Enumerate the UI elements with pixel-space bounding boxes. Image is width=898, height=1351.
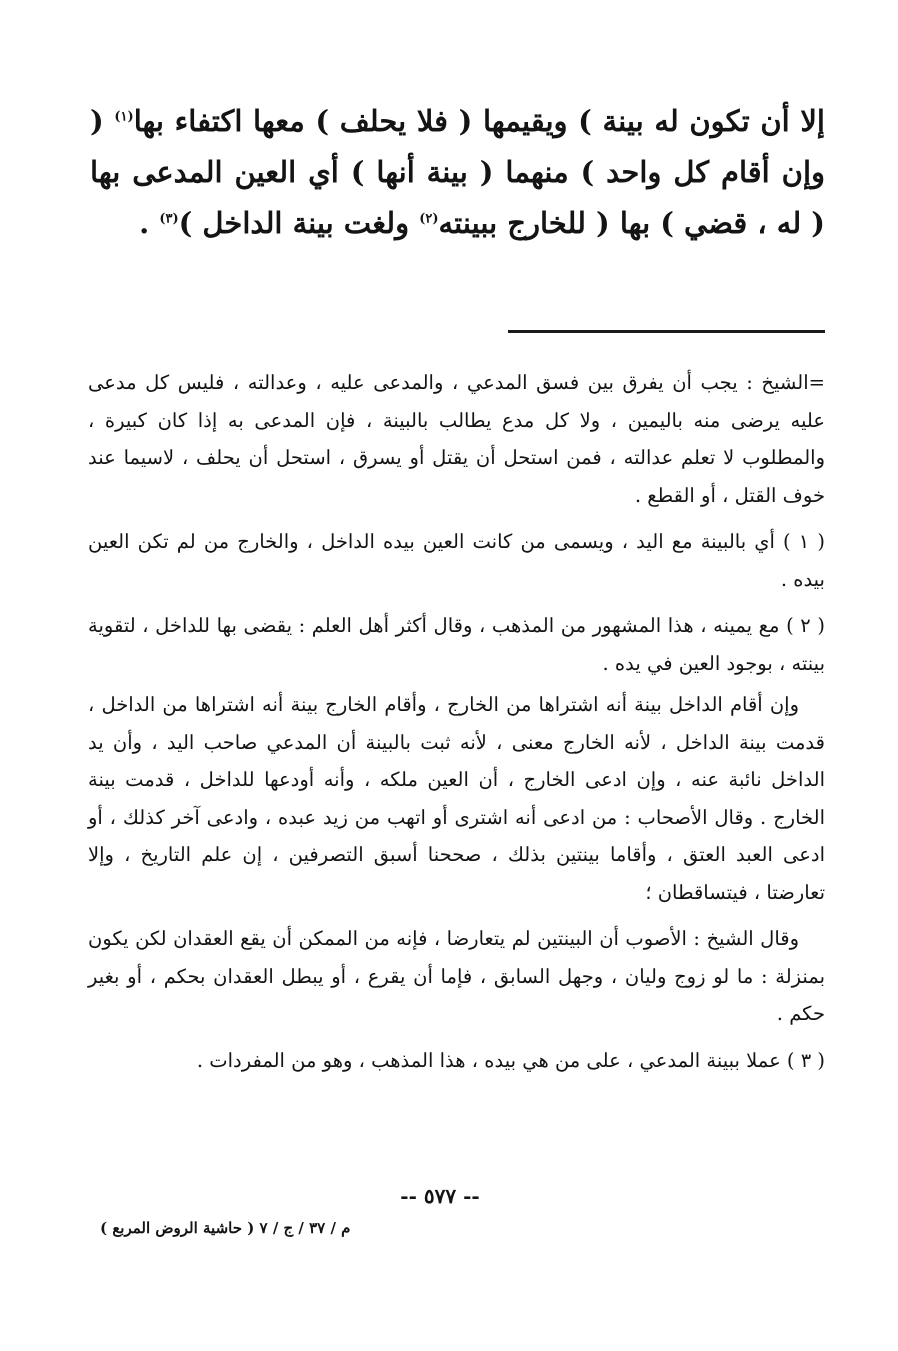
footnote-1: ( ١ ) أي بالبينة مع اليد ، ويسمى من كانت العين بيده الداخل ، والخارج من لم تكن العين بيده . <box>88 530 825 591</box>
footnote-2-paragraph-2: وإن أقام الداخل بينة أنه اشتراها من الخارج ، وأقام الخارج بينة أنه اشتراها من الداخل ، قدمت بينة الداخل ، لأنه الخارج معنى ، لأنه ثبت بالبينة أن المدعي صاحب اليد ، وأن يد الداخل نائبة عنه ، وإن ادعى الخارج ، أن العين ملكه ، وأنه أودعها للداخل ، قدمت بينة الخارج . وقال الأصحاب : من ادعى أنه اشترى أو اتهب من زيد عبده ، وادعى آخر كذلك ، أو ادعى العبد العتق ، وأقاما بينتين بذلك ، صححنا أسبق التصرفين ، إن علم التاريخ ، وإلا تعارضتا ، فيتساقطان ؛ <box>88 693 825 904</box>
footnotes <box>88 364 825 1088</box>
footnote-3: ( ٣ ) عملا ببينة المدعي ، على من هي بيده ، هذا المذهب ، وهو من المفردات . <box>196 1048 825 1072</box>
footnote-ref-3: (٣) <box>159 211 179 227</box>
footnote-ref-2: (٢) <box>419 211 439 227</box>
main-text-part-1: إلا أن تكون له بينة ) ويقيمها ( فلا يحلف ) معها اكتفاء بها <box>133 104 825 138</box>
main-text <box>90 96 825 249</box>
footnote-separator <box>508 330 825 333</box>
footnote-2: ( ٢ ) مع يمينه ، هذا المشهور من المذهب ، وقال أكثر أهل العلم : يقضى بها للداخل ، لتقوية بينته ، بوجود العين في يده . <box>88 614 825 675</box>
page-number: -- ٥٧٧ -- <box>400 1184 480 1208</box>
main-text-part-3: ولغت بينة الداخل ) <box>178 206 420 240</box>
footnote-continuation: =الشيخ : يجب أن يفرق بين فسق المدعي ، والمدعى عليه ، وعدالته ، فليس كل مدعى عليه يرضى منه باليمين ، ولا كل مدع يطالب بالبينة ، فإن المدعى به إذا كان كبيرة ، والمطلوب لا تعلم عدالته ، فمن استحل أن يقتل أو يسرق ، استحل أن يحلف ، لاسيما عند خوف القتل ، أو القطع . <box>88 371 825 507</box>
footnote-2-paragraph-3: وقال الشيخ : الأصوب أن البينتين لم يتعارضا ، فإنه من الممكن أن يقع العقدان لكن يكون بمنزلة : ما لو زوج وليان ، وجهل السابق ، فإما أن يقرع ، أو يبطل العقدان بحكم ، أو بغير حكم . <box>88 927 825 1025</box>
footnote-ref-1: (١) <box>114 109 134 125</box>
main-text-part-4: . <box>139 206 160 240</box>
main-text-part-2: ( وإن أقام كل واحد ) منهما ( بينة أنها ) أي العين المدعى بها ( له ، قضي ) بها ( للخارج ببينته <box>90 104 825 240</box>
signature-line: م / ٣٧ / ج / ٧ ( حاشية الروض المربع ) <box>100 1219 351 1237</box>
